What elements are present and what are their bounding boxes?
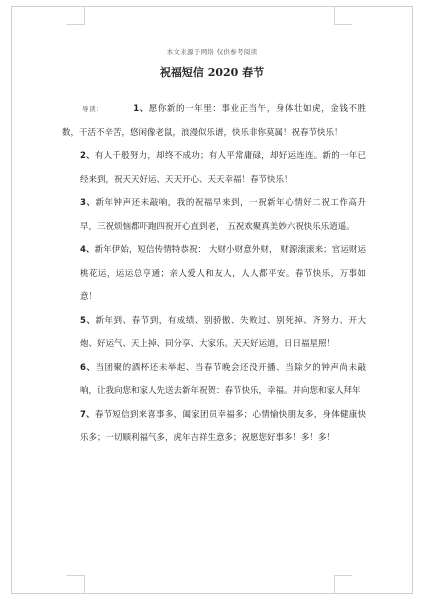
paragraph-text: 新年到、春节到，有成绩、别骄傲、失败过、别死掉、齐努力、开大炮、好运气、天上掉、同分享、大家乐。天天好运道，日日福星照！ (80, 315, 366, 349)
lead-label: 导读： (82, 105, 104, 113)
paragraph-6 (62, 357, 366, 404)
paragraph-number: 4、 (80, 245, 95, 255)
document-body (62, 98, 366, 451)
crop-mark (66, 575, 84, 576)
crop-mark (334, 575, 352, 576)
crop-mark (84, 7, 85, 25)
paragraph-5 (62, 310, 366, 357)
source-note: 本文来源于网络 仅供参考阅读 (166, 48, 258, 56)
paragraph-number: 7、 (80, 409, 95, 420)
paragraph-4 (62, 239, 366, 310)
document-title: 祝福短信 2020 春节 (159, 66, 265, 79)
paragraph-text: 当团聚的酒杯还未举起、当春节晚会还没开播、当除夕的钟声尚未敲响，让我向您和家人先送去新年祝贺：春节快乐，幸福。并向您和家人拜年 (80, 362, 366, 396)
paragraph-number: 2、 (80, 151, 95, 161)
crop-mark (334, 7, 335, 25)
crop-mark (84, 575, 85, 593)
crop-mark (334, 24, 352, 25)
paragraph-text: 愿你新的一年里：事业正当午，身体壮如虎，金钱不胜数，干活不辛苦，悠闲像老鼠，浪漫似乐谱，快乐非你莫属！祝春节快乐！ (62, 104, 366, 138)
paragraph-number: 5、 (80, 315, 96, 326)
paragraph-number: 3、 (80, 198, 96, 208)
crop-mark (66, 24, 84, 25)
crop-mark (334, 575, 335, 593)
paragraph-number: 1、 (133, 104, 149, 114)
paragraph-text: 新年钟声还未敲响，我的祝福早来到，一祝新年心情好二祝工作高升早，三祝烦恼都吓跑四祝开心直到老， 五祝欢聚真美妙六祝快乐乐逍遥。 (80, 198, 366, 232)
paragraph-7 (62, 404, 366, 451)
paragraph-text: 春节短信到来喜事多，阖家团员幸福多；心情愉快朋友多，身体健康快乐多；一切顺利福气多，虎年吉祥生意多；祝愿您好事多！多！多！ (80, 409, 366, 443)
paragraph-number: 6、 (80, 362, 96, 373)
paragraph-3 (62, 192, 366, 239)
paragraph-2 (62, 145, 366, 192)
document-page (11, 6, 413, 594)
paragraph-text: 有人千般努力，却终不成功；有人平常庸碌，却好运连连。新的一年已经来到，祝天天好运、天天开心、天天幸福！春节快乐！ (80, 151, 366, 185)
paragraph-1 (62, 98, 366, 145)
paragraph-text: 新年伊始，短信传情特恭祝： 大财小财意外财， 财源滚滚来；官运财运桃花运，运运总亨通；亲人爱人和友人，人人都平安。春节快乐，万事如意！ (80, 245, 366, 302)
